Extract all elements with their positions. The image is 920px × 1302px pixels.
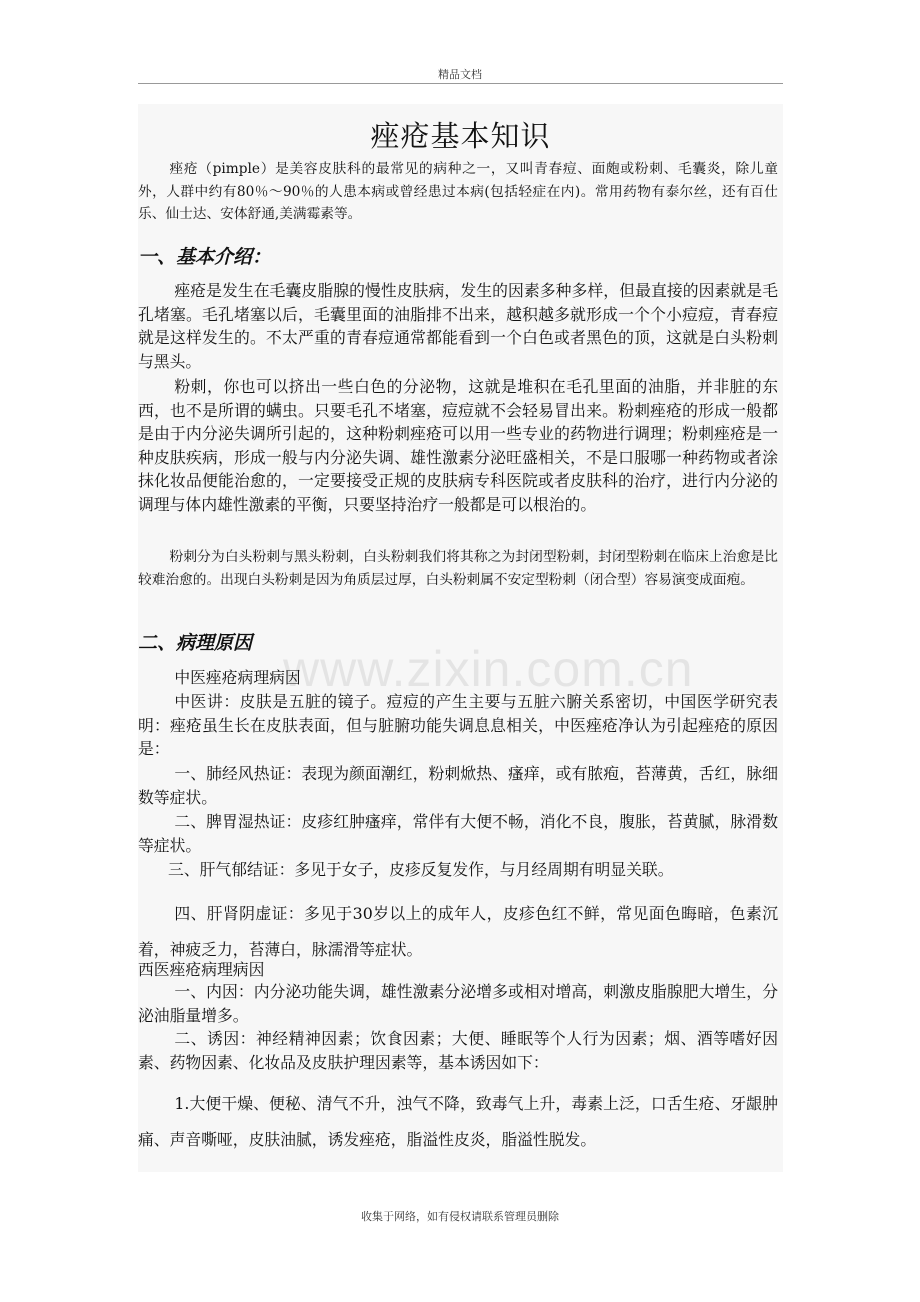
western-item-1: 一、内因：内分泌功能失调，雄性激素分泌增多或相对增高，刺激皮脂腺肥大增生，分泌油脂量增多。 [138,982,778,1025]
tcm-title: 中医痤疮病理病因 [174,668,301,687]
section-1-paragraph-3: 粉刺分为白头粉刺与黑头粉刺，白头粉刺我们将其称之为封闭型粉刺，封闭型粉刺在临床上治愈是比较难治愈的。出现白头粉刺是因为角质层过厚，白头粉刺属不安定型粉刺（闭合型）容易演变成面疱。 [138,549,778,588]
tcm-item-3: 三、肝气郁结证：多见于女子，皮疹反复发作，与月经周期有明显关联。 [168,860,674,879]
tcm-item-4: 四、肝肾阴虚证：多见于30岁以上的成年人，皮疹色红不鲜，常见面色晦暗，色素沉着，神疲乏力，苔薄白，脉濡滑等症状。 [138,904,778,959]
section-2-heading: 二、病理原因 [138,632,253,654]
section-1-paragraph-1: 痤疮是发生在毛囊皮脂腺的慢性皮肤病，发生的因素多种多样，但最直接的因素就是毛孔堵塞。毛孔堵塞以后，毛囊里面的油脂排不出来，越积越多就形成一个个小痘痘，青春痘就是这样发生的。不太严重的青春痘通常都能看到一个白色或者黑色的顶，这就是白头粉刺与黑头。 [138,281,778,371]
header-divider [138,83,783,84]
western-title: 西医痤疮病理病因 [138,960,265,979]
tcm-intro: 中医讲：皮肤是五脏的镜子。痘痘的产生主要与五脏六腑关系密切，中国医学研究表明：痤疮虽生长在皮肤表面，但与脏腑功能失调息息相关，中医痤疮净认为引起痤疮的原因是： [138,692,778,758]
intro-paragraph: 痤疮（pimple）是美容皮肤科的最常见的病种之一，又叫青春痘、面皰或粉刺、毛囊炎，除儿童外，人群中约有80％～90％的人患本病或曾经患过本病(包括轻症在内)。常用药物有泰尔丝，还有百仕乐、仙士达、安体舒通,美满霉素等。 [138,161,778,222]
western-item-2: 二、诱因：神经精神因素；饮食因素；大便、睡眠等个人行为因素；烟、酒等嗜好因素、药物因素、化妆品及皮肤护理因素等，基本诱因如下： [138,1029,778,1072]
tcm-item-2: 二、脾胃湿热证：皮疹红肿瘙痒，常伴有大便不畅，消化不良，腹胀，苔黄腻，脉滑数等症状。 [138,812,778,855]
document-title: 痤疮基本知识 [370,119,551,153]
tcm-item-1: 一、肺经风热证：表现为颜面潮红，粉刺焮热、瘙痒，或有脓疱，苔薄黄，舌红，脉细数等症状。 [138,764,778,807]
page-header: 精品文档 [438,68,482,81]
page-footer: 收集于网络，如有侵权请联系管理员删除 [361,1210,559,1223]
watermark: www.zixin.com.cn [283,641,694,697]
section-1-paragraph-2: 粉刺，你也可以挤出一些白色的分泌物，这就是堆积在毛孔里面的油脂，并非脏的东西，也不是所谓的螨虫。只要毛孔不堵塞，痘痘就不会轻易冒出来。粉刺痤疮的形成一般都是由于内分泌失调所引起的，这种粉刺痤疮可以用一些专业的药物进行调理；粉刺痤疮是一种皮肤疾病，形成一般与内分泌失调、雄性激素分泌旺盛相关，不是口服哪一种药物或者涂抹化妆品便能治愈的，一定要接受正规的皮肤病专科医院或者皮肤科的治疗，进行内分泌的调理与体内雄性激素的平衡，只要坚持治疗一般都是可以根治的。 [138,377,778,514]
section-1-heading: 一、基本介绍： [138,246,272,268]
western-item-3: 1.大便干燥、便秘、清气不升，浊气不降，致毒气上升，毒素上泛，口舌生疮、牙龈肿痛、声音嘶哑，皮肤油腻，诱发痤疮，脂溢性皮炎，脂溢性脱发。 [138,1094,778,1149]
